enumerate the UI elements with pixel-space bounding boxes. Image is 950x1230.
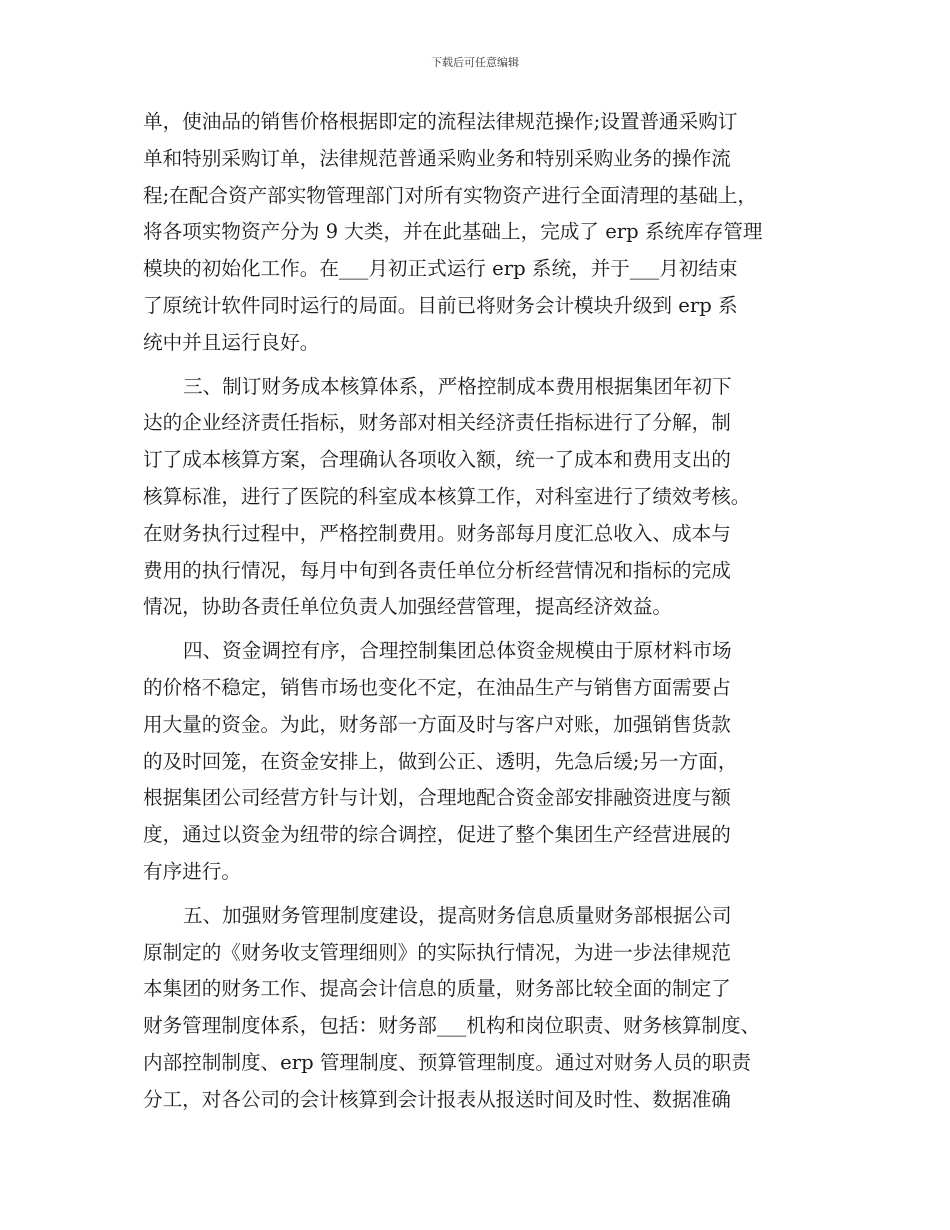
text-line: 模块的初始化工作。在___月初正式运行 erp 系统，并于___月初结束: [143, 257, 738, 281]
text-line: 达的企业经济责任指标，财务部对相关经济责任指标进行了分解，制: [143, 411, 731, 435]
text-line: 度，通过以资金为纽带的综合调控，促进了整个集团生产经营进展的: [143, 823, 731, 847]
paragraph: [143, 369, 813, 627]
text-line: 单和特别采购订单，法律规范普通采购业务和特别采购业务的操作流: [143, 146, 731, 170]
text-line-first: 四、资金调控有序，合理控制集团总体资金规模由于原材料市场: [183, 639, 732, 663]
text-line: 有序进行。: [143, 859, 241, 883]
text-line: 情况，协助各责任单位负责人加强经营管理，提高经济效益。: [143, 595, 673, 619]
text-line-first: 五、加强财务管理制度建设，提高财务信息质量财务部根据公司: [183, 903, 732, 927]
text-line: 费用的执行情况，每月中旬到各责任单位分析经营情况和指标的完成: [143, 558, 731, 582]
text-line: 本集团的财务工作、提高会计信息的质量，财务部比较全面的制定了: [143, 977, 731, 1001]
text-line: 分工，对各公司的会计核算到会计报表从报送时间及时性、数据准确: [143, 1087, 731, 1111]
text-line: 单，使油品的销售价格根据即定的流程法律规范操作;设置普通采购订: [143, 110, 738, 133]
text-line: 用大量的资金。为此，财务部一方面及时与客户对账，加强销售货款: [143, 712, 731, 736]
text-line: 将各项实物资产分为 9 大类，并在此基础上，完成了 erp 系统库存管理: [143, 220, 763, 244]
text-line-first: 三、制订财务成本核算体系，严格控制成本费用根据集团年初下: [183, 374, 732, 398]
text-line: 程;在配合资产部实物管理部门对所有实物资产进行全面清理的基础上，: [143, 183, 758, 207]
text-line: 统中并且运行良好。: [143, 330, 320, 354]
text-line: 根据集团公司经营方针与计划，合理地配合资金部安排融资进度与额: [143, 786, 731, 810]
paragraph: [143, 633, 813, 891]
text-line: 的及时回笼，在资金安排上，做到公正、透明，先急后缓;另一方面，: [143, 749, 738, 773]
document-body: [143, 104, 813, 1119]
paragraph: [143, 898, 813, 1119]
text-line: 原制定的《财务收支管理细则》的实际执行情况，为进一步法律规范: [143, 940, 731, 964]
paragraph: [143, 104, 813, 362]
text-line: 内部控制制度、erp 管理制度、预算管理制度。通过对财务人员的职责: [143, 1050, 751, 1074]
text-line: 在财务执行过程中，严格控制费用。财务部每月度汇总收入、成本与: [143, 521, 731, 545]
text-line: 订了成本核算方案，合理确认各项收入额，统一了成本和费用支出的: [143, 448, 731, 472]
text-line: 财务管理制度体系，包括：财务部___机构和岗位职责、财务核算制度、: [143, 1014, 761, 1038]
text-line: 了原统计软件同时运行的局面。目前已将财务会计模块升级到 erp 系: [143, 293, 738, 317]
text-line: 的价格不稳定，销售市场也变化不定，在油品生产与销售方面需要占: [143, 675, 731, 699]
page-header-note: 下载后可任意编辑: [431, 56, 519, 69]
text-line: 核算标准，进行了医院的科室成本核算工作，对科室进行了绩效考核。: [143, 484, 751, 508]
